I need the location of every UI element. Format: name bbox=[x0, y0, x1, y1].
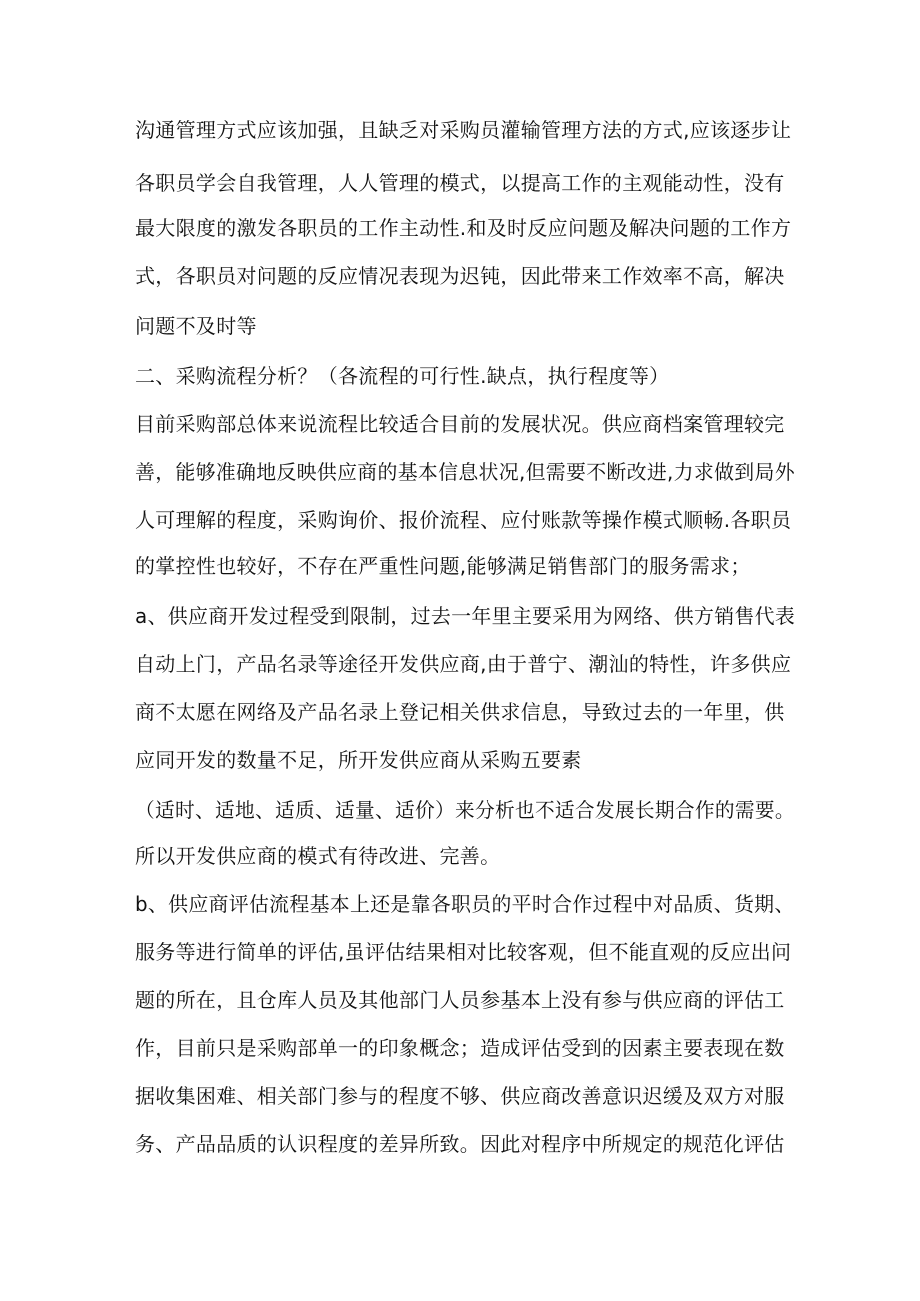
text-line: 服务等进行简单的评估,虽评估结果相对比较客观，但不能直观的反应出问 bbox=[135, 940, 792, 964]
text-line: 问题不及时等 bbox=[135, 314, 257, 338]
list-item-a: a、供应商开发过程受到限制，过去一年里主要采用为网络、供方销售代表 bbox=[135, 604, 796, 628]
text-line: 人可理解的程度，采购询价、报价流程、应付账款等操作模式顺畅.各职员 bbox=[135, 508, 792, 532]
section-heading: 二、采购流程分析？（各流程的可行性.缺点，执行程度等） bbox=[135, 364, 670, 388]
text-line: 所以开发供应商的模式有待改进、完善。 bbox=[135, 844, 501, 868]
text-line: 应同开发的数量不足，所开发供应商从采购五要素 bbox=[135, 748, 582, 772]
text-line: 据收集困难、相关部门参与的程度不够、供应商改善意识迟缓及双方对服 bbox=[135, 1084, 785, 1108]
text-line: 的掌控性也较好，不存在严重性问题,能够满足销售部门的服务需求； bbox=[135, 554, 751, 578]
text-line: （适时、适地、适质、适量、适价）来分析也不适合发展长期合作的需要。 bbox=[135, 798, 795, 822]
text-line: 最大限度的激发各职员的工作主动性.和及时反应问题及解决问题的工作方 bbox=[135, 216, 792, 240]
list-item-b: b、供应商评估流程基本上还是靠各职员的平时合作过程中对品质、货期、 bbox=[135, 892, 795, 916]
text-line: 各职员学会自我管理，人人管理的模式，以提高工作的主观能动性，没有 bbox=[135, 171, 785, 195]
text-line: 善，能够准确地反映供应商的基本信息状况,但需要不断改进,力求做到局外 bbox=[135, 460, 795, 484]
text-line: 沟通管理方式应该加强，且缺乏对采购员灌输管理方法的方式,应该逐步让 bbox=[135, 118, 792, 142]
text-line: 务、产品品质的认识程度的差异所致。因此对程序中所规定的规范化评估 bbox=[135, 1132, 785, 1156]
text-line: 目前采购部总体来说流程比较适合目前的发展状况。供应商档案管理较完 bbox=[135, 412, 785, 436]
text-line: 作，目前只是采购部单一的印象概念；造成评估受到的因素主要表现在数 bbox=[135, 1036, 785, 1060]
text-line: 题的所在，且仓库人员及其他部门人员参基本上没有参与供应商的评估工 bbox=[135, 988, 785, 1012]
text-line: 自动上门，产品名录等途径开发供应商,由于普宁、潮汕的特性，许多供应 bbox=[135, 652, 792, 676]
text-line: 商不太愿在网络及产品名录上登记相关供求信息，导致过去的一年里，供 bbox=[135, 700, 785, 724]
text-line: 式，各职员对问题的反应情况表现为迟钝，因此带来工作效率不高，解决 bbox=[135, 264, 785, 288]
